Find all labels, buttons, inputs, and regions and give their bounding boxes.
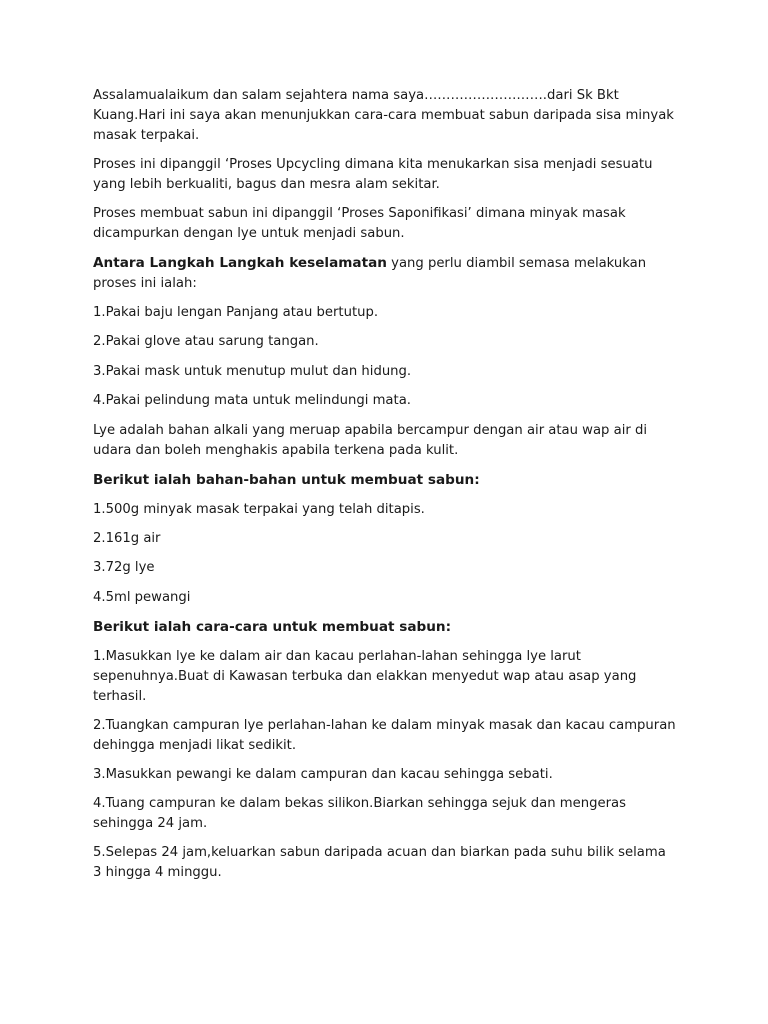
step-item-5: 5.Selepas 24 jam,keluarkan sabun daripada acuan dan biarkan pada suhu bilik selama 3 hingga 4 minggu. bbox=[93, 845, 666, 881]
document-body bbox=[93, 86, 678, 892]
ingredient-item-3: 3.72g lye bbox=[93, 560, 155, 576]
ingredients-heading-text: Berikut ialah bahan-bahan untuk membuat sabun: bbox=[93, 471, 480, 488]
step-item-2: 2.Tuangkan campuran lye perlahan-lahan ke dalam minyak masak dan kacau campuran dehingga menjadi likat sedikit. bbox=[93, 718, 676, 754]
safety-item-2: 2.Pakai glove atau sarung tangan. bbox=[93, 334, 319, 350]
ingredients-heading bbox=[93, 470, 678, 491]
safety-heading bbox=[93, 253, 678, 294]
safety-heading-rest: yang perlu diambil semasa melakukan proses ini ialah: bbox=[93, 256, 647, 291]
intro-paragraph-3: Proses membuat sabun ini dipanggil ‘Proses Saponifikasi’ dimana minyak masak dicampurkan dengan lye untuk menjadi sabun. bbox=[93, 206, 626, 241]
ingredient-item-1: 1.500g minyak masak terpakai yang telah ditapis. bbox=[93, 501, 425, 517]
intro-paragraph-2: Proses ini dipanggil ‘Proses Upcycling dimana kita menukarkan sisa menjadi sesuatu yang lebih berkualiti, bagus dan mesra alam sekitar. bbox=[93, 157, 653, 192]
lye-note: Lye adalah bahan alkali yang meruap apabila bercampur dengan air atau wap air di udara dan boleh menghakis apabila terkena pada kulit. bbox=[93, 422, 648, 458]
step-item-1: 1.Masukkan lye ke dalam air dan kacau perlahan-lahan sehingga lye larut sepenuhnya.Buat di Kawasan terbuka dan elakkan menyedut wap atau asap yang terhasil. bbox=[93, 649, 637, 705]
safety-item-3: 3.Pakai mask untuk menutup mulut dan hidung. bbox=[93, 363, 412, 379]
safety-item-1: 1.Pakai baju lengan Panjang atau bertutup. bbox=[93, 305, 379, 320]
step-item-3: 3.Masukkan pewangi ke dalam campuran dan kacau sehingga sebati. bbox=[93, 767, 553, 783]
intro-paragraph-1: Assalamualaikum dan salam sejahtera nama saya……………………….dari Sk Bkt Kuang.Hari ini saya akan menunjukkan cara-cara membuat sabun daripada sisa minyak masak terpakai. bbox=[93, 88, 674, 143]
steps-heading-text: Berikut ialah cara-cara untuk membuat sabun: bbox=[93, 619, 452, 636]
ingredient-item-2: 2.161g air bbox=[93, 530, 161, 546]
steps-heading bbox=[93, 617, 678, 638]
step-item-4: 4.Tuang campuran ke dalam bekas silikon.Biarkan sehingga sejuk dan mengeras sehingga 24 jam. bbox=[93, 796, 626, 832]
ingredient-item-4: 4.5ml pewangi bbox=[93, 589, 191, 605]
safety-item-4: 4.Pakai pelindung mata untuk melindungi mata. bbox=[93, 393, 411, 409]
safety-heading-bold: Antara Langkah Langkah keselamatan bbox=[93, 255, 387, 271]
